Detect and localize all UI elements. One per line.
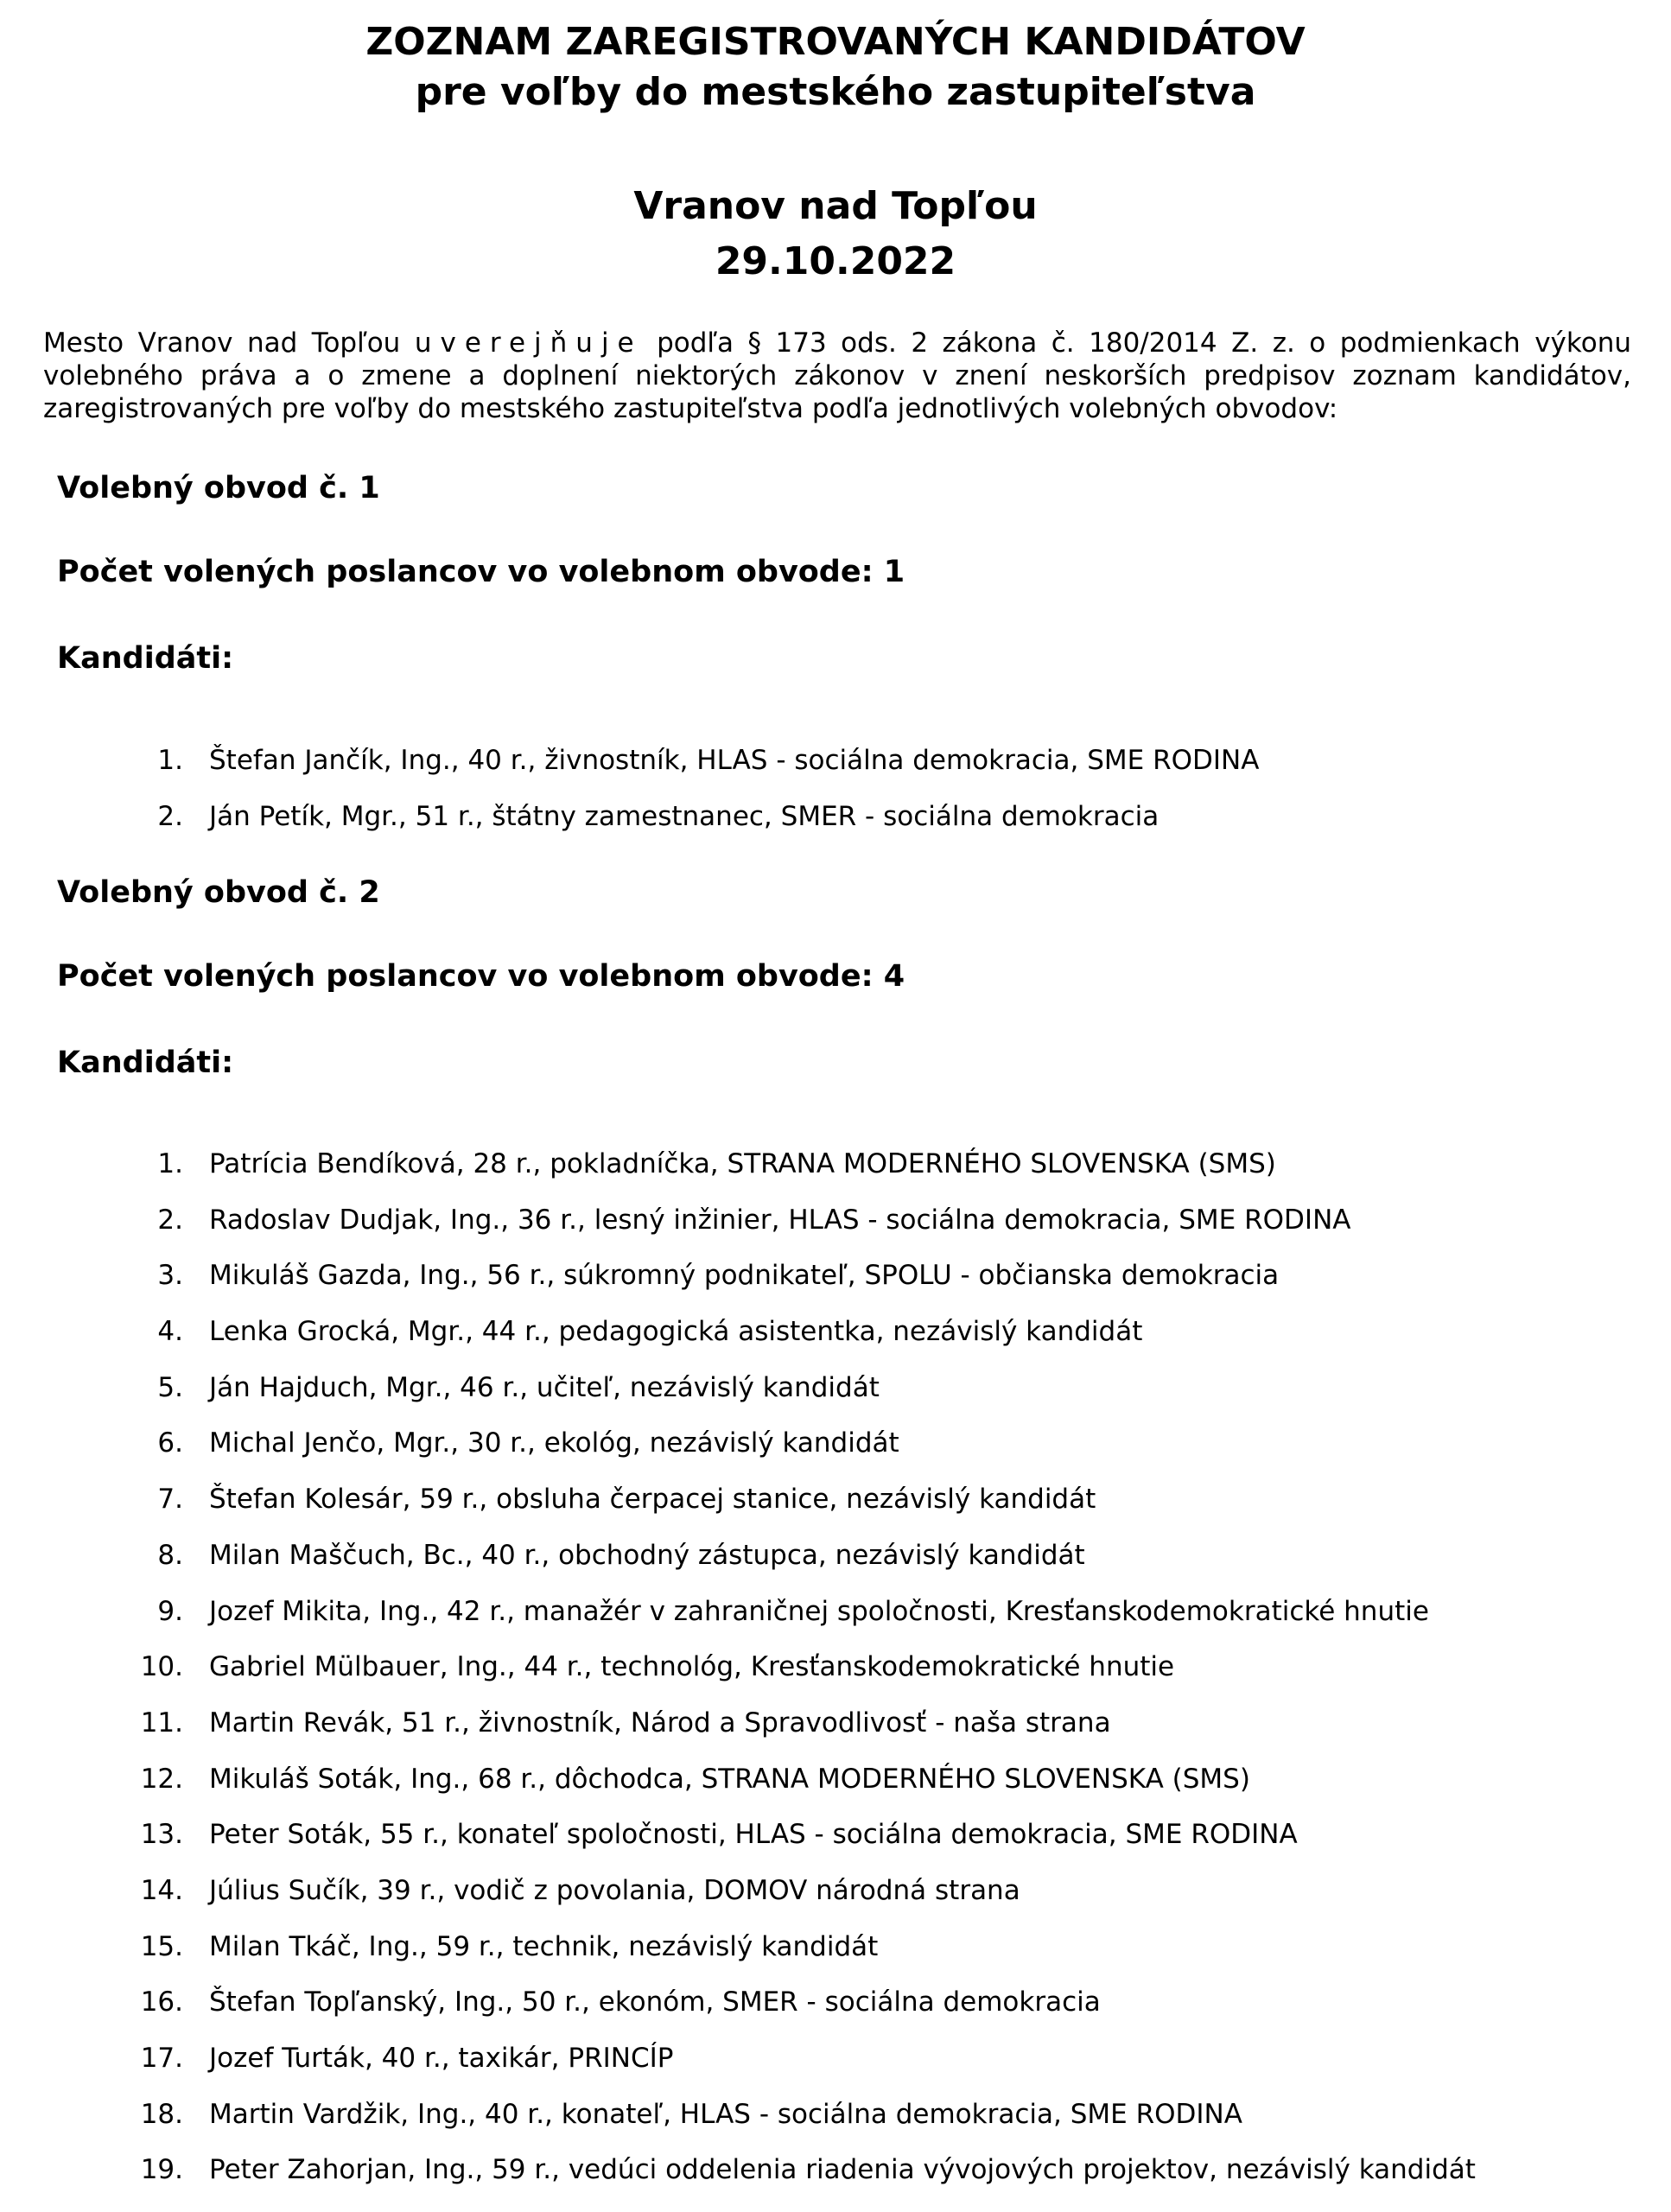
list-item [0, 1817, 1671, 1873]
item-number: 6. [157, 1427, 183, 1459]
item-number: 14. [140, 1874, 183, 1906]
item-number: 5. [157, 1371, 183, 1403]
list-item [0, 1985, 1671, 2041]
district-heading: Volebný obvod č. 1 [57, 471, 380, 505]
seats-count: Počet volených poslancov vo volebnom obvode: 1 [57, 555, 905, 589]
list-item [0, 2152, 1671, 2209]
list-item [0, 1929, 1671, 1986]
candidate-text: Peter Zahorjan, Ing., 59 r., vedúci oddelenia riadenia vývojových projektov, nezávislý kandidát [209, 2154, 1476, 2186]
item-number: 19. [140, 2154, 183, 2186]
list-item [0, 2041, 1671, 2097]
item-number: 7. [157, 1484, 183, 1516]
district-heading: Volebný obvod č. 2 [57, 875, 380, 910]
election-date: 29.10.2022 [715, 239, 956, 283]
seats-count: Počet volených poslancov vo volebnom obvode: 4 [57, 959, 905, 994]
item-number: 18. [140, 2098, 183, 2130]
candidate-text: Jozef Mikita, Ing., 42 r., manažér v zahraničnej spoločnosti, Kresťanskodemokratické hnutie [209, 1595, 1429, 1627]
candidate-text: Radoslav Dudjak, Ing., 36 r., lesný inžinier, HLAS - sociálna demokracia, SME RODINA [209, 1204, 1351, 1236]
list-item [0, 1706, 1671, 1762]
list-item [0, 1594, 1671, 1650]
document-subtitle: pre voľby do mestského zastupiteľstva [415, 70, 1256, 114]
item-number: 12. [140, 1763, 183, 1795]
candidate-text: Milan Maščuch, Bc., 40 r., obchodný zástupca, nezávislý kandidát [209, 1539, 1085, 1571]
candidate-text: Michal Jenčo, Mgr., 30 r., ekológ, nezávislý kandidát [209, 1427, 899, 1459]
candidates-label: Kandidáti: [57, 1046, 234, 1080]
item-number: 13. [140, 1819, 183, 1851]
candidate-text: Peter Soták, 55 r., konateľ spoločnosti, HLAS - sociálna demokracia, SME RODINA [209, 1819, 1298, 1851]
item-number: 1. [157, 1148, 183, 1179]
candidate-text: Štefan Jančík, Ing., 40 r., živnostník, HLAS - sociálna demokracia, SME RODINA [209, 745, 1260, 776]
candidate-text: Mikuláš Soták, Ing., 68 r., dôchodca, STRANA MODERNÉHO SLOVENSKA (SMS) [209, 1763, 1250, 1795]
town-name: Vranov nad Topľou [633, 184, 1038, 228]
list-item [0, 1873, 1671, 1929]
item-number: 9. [157, 1595, 183, 1627]
list-item [0, 743, 1671, 799]
item-number: 16. [140, 1986, 183, 2018]
item-number: 8. [157, 1539, 183, 1571]
candidates-label: Kandidáti: [57, 641, 234, 676]
candidate-text: Martin Revák, 51 r., živnostník, Národ a Spravodlivosť - naša strana [209, 1707, 1111, 1738]
intro-text-rest: podľa § 173 ods. 2 zákona č. 180/2014 Z. z. o podmienkach výkonu volebného práva a o zmene a doplnení niektorých zákonov v znení neskorších predpisov zoznam kandidátov, zaregistrovaných pre voľby do mestského zastupiteľstva podľa jednotlivých volebných obvodov: [43, 327, 1631, 424]
candidate-text: Lenka Grocká, Mgr., 44 r., pedagogická asistentka, nezávislý kandidát [209, 1316, 1143, 1348]
candidate-text: Patrícia Bendíková, 28 r., pokladníčka, STRANA MODERNÉHO SLOVENSKA (SMS) [209, 1148, 1276, 1179]
list-item [0, 2097, 1671, 2153]
list-item [0, 1147, 1671, 1203]
candidate-text: Jozef Turták, 40 r., taxikár, PRINCÍP [209, 2043, 674, 2074]
candidate-text: Ján Hajduch, Mgr., 46 r., učiteľ, nezávislý kandidát [209, 1371, 880, 1403]
item-number: 11. [140, 1707, 183, 1738]
item-number: 4. [157, 1316, 183, 1348]
list-item [0, 1314, 1671, 1370]
candidate-list [0, 743, 1671, 855]
list-item [0, 799, 1671, 855]
item-number: 2. [157, 1204, 183, 1236]
list-item [0, 1538, 1671, 1594]
item-number: 10. [140, 1651, 183, 1683]
candidate-text: Mikuláš Gazda, Ing., 56 r., súkromný podnikateľ, SPOLU - občianska demokracia [209, 1260, 1280, 1292]
intro-paragraph [43, 327, 1631, 425]
list-item [0, 1370, 1671, 1427]
candidate-text: Gabriel Mülbauer, Ing., 44 r., technológ, Kresťanskodemokratické hnutie [209, 1651, 1175, 1683]
candidate-text: Martin Vardžik, Ing., 40 r., konateľ, HLAS - sociálna demokracia, SME RODINA [209, 2098, 1242, 2130]
candidate-text: Milan Tkáč, Ing., 59 r., technik, nezávislý kandidát [209, 1930, 879, 1962]
list-item [0, 1203, 1671, 1259]
list-item [0, 1426, 1671, 1482]
item-number: 2. [157, 800, 183, 832]
list-item [0, 1649, 1671, 1706]
item-number: 1. [157, 745, 183, 776]
candidate-list [0, 1147, 1671, 2209]
intro-spaced-word: uverejňuje [414, 327, 643, 359]
list-item [0, 1258, 1671, 1314]
item-number: 15. [140, 1930, 183, 1962]
candidate-text: Štefan Topľanský, Ing., 50 r., ekonóm, SMER - sociálna demokracia [209, 1986, 1101, 2018]
candidate-text: Ján Petík, Mgr., 51 r., štátny zamestnanec, SMER - sociálna demokracia [209, 800, 1160, 832]
item-number: 17. [140, 2043, 183, 2074]
list-item [0, 1762, 1671, 1818]
candidate-text: Július Sučík, 39 r., vodič z povolania, DOMOV národná strana [209, 1874, 1020, 1906]
item-number: 3. [157, 1260, 183, 1292]
document-title: ZOZNAM ZAREGISTROVANÝCH KANDIDÁTOV [365, 20, 1306, 64]
list-item [0, 1482, 1671, 1538]
candidate-text: Štefan Kolesár, 59 r., obsluha čerpacej stanice, nezávislý kandidát [209, 1484, 1096, 1516]
intro-text-start: Mesto Vranov nad Topľou [43, 327, 415, 359]
